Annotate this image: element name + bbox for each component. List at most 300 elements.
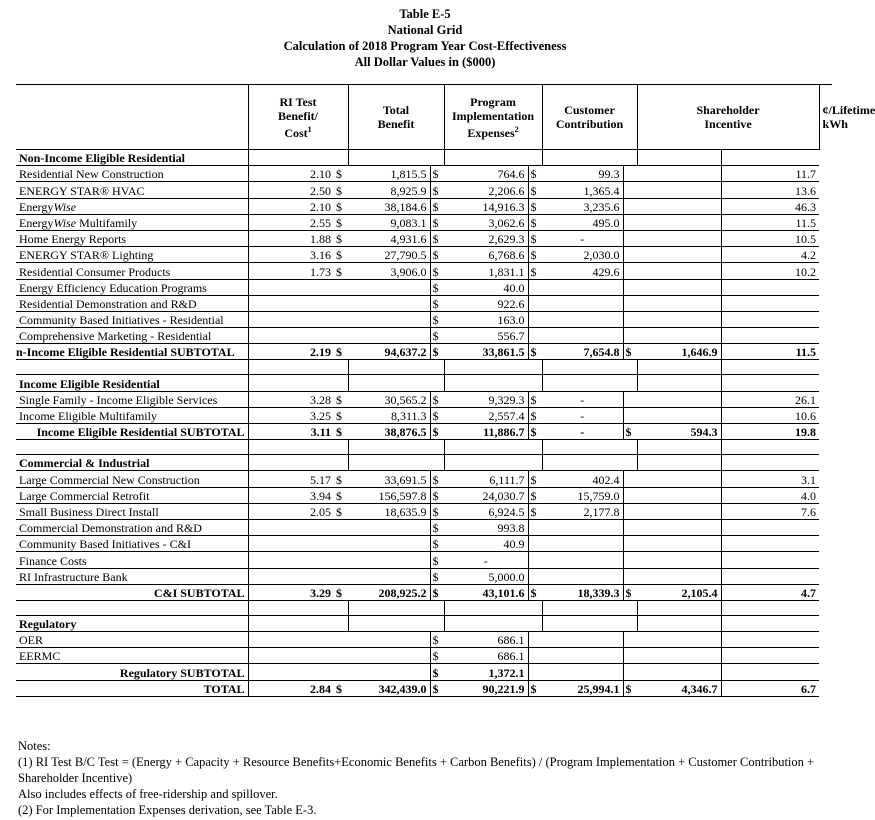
dollar-sign [528,279,542,295]
empty-cell [637,150,721,166]
dollar-sign [623,407,637,423]
spacer-cell [542,600,623,615]
implementation-expenses: - [444,552,528,568]
spacer-cell [334,600,348,615]
empty-cell [444,455,528,471]
header-program-expenses-line: Expenses [467,125,515,140]
cents-per-kwh [721,664,819,680]
customer-contribution: - [542,407,623,423]
spacer-row [16,600,832,615]
footnote-marker: 2 [514,124,519,134]
dollar-sign [623,295,637,311]
spacer-cell [542,360,623,375]
implementation-expenses: 90,221.9 [444,680,528,696]
bc-ratio: 2.10 [248,198,334,214]
dollar-sign [528,519,542,535]
customer-contribution: 495.0 [542,214,623,230]
dollar-sign [623,552,637,568]
customer-contribution [542,664,623,680]
header-blank [16,85,248,150]
header-program-expenses [444,85,542,150]
dollar-sign [334,568,348,584]
dollar-sign: $ [528,584,542,600]
empty-cell [248,455,334,471]
cents-per-kwh: 6.7 [721,680,819,696]
shareholder-incentive: 4,346.7 [637,680,721,696]
dollar-sign [623,664,637,680]
empty-cell [528,455,542,471]
implementation-expenses: 43,101.6 [444,584,528,600]
empty-cell [348,375,430,391]
bc-ratio: 2.50 [248,182,334,198]
cents-per-kwh: 3.1 [721,471,819,487]
header-shareholder-incentive [637,85,819,150]
subtotal-row [16,344,832,360]
dollar-sign [528,568,542,584]
customer-contribution [542,552,623,568]
dollar-sign [334,295,348,311]
customer-contribution: 2,177.8 [542,503,623,519]
spacer-cell [430,600,444,615]
dollar-sign: $ [528,230,542,246]
customer-contribution: 429.6 [542,263,623,279]
shareholder-incentive [637,632,721,648]
dollar-sign: $ [623,584,637,600]
customer-contribution [542,632,623,648]
spacer-cell [444,360,528,375]
dollar-sign: $ [334,503,348,519]
dollar-sign [334,648,348,664]
total-benefit: 9,083.1 [348,214,430,230]
table-row [16,295,832,311]
dollar-sign [623,519,637,535]
spacer-cell [542,440,623,455]
cents-per-kwh [721,295,819,311]
header-program-expenses-line: Program [470,94,516,109]
table-row [16,230,832,246]
header-ri-test-line: RI Test [279,94,317,109]
table-number: Table E-5 [399,7,451,21]
dollar-sign: $ [430,311,444,327]
notes-heading: Notes: [18,739,51,753]
total-benefit [348,648,430,664]
implementation-expenses: 2,206.6 [444,182,528,198]
spacer-cell [430,440,444,455]
bc-ratio [248,311,334,327]
customer-contribution: 15,759.0 [542,487,623,503]
spacer-cell [248,600,334,615]
empty-cell [542,150,623,166]
company-name: National Grid [387,23,463,37]
section-header-row [16,150,832,166]
empty-cell [721,615,819,631]
total-benefit: 342,439.0 [348,680,430,696]
dollar-sign: $ [528,214,542,230]
empty-cell [528,615,542,631]
header-shareholder-incentive-line: Shareholder [696,103,760,117]
customer-contribution: 18,339.3 [542,584,623,600]
empty-cell [348,615,430,631]
program-name: Residential New Construction [16,166,248,182]
program-name: Single Family - Income Eligible Services [16,391,248,407]
header-cents-per-kwh-line: ¢/Lifetime [822,103,875,118]
dollar-sign: $ [623,424,637,440]
implementation-expenses: 2,557.4 [444,407,528,423]
implementation-expenses: 14,916.3 [444,198,528,214]
total-benefit [348,664,430,680]
table-row [16,407,832,423]
shareholder-incentive [637,198,721,214]
spacer-row [16,440,832,455]
customer-contribution [542,311,623,327]
table-row [16,182,832,198]
shareholder-incentive [637,536,721,552]
empty-cell [637,375,721,391]
implementation-expenses: 556.7 [444,328,528,344]
shareholder-incentive [637,230,721,246]
program-name: Residential Consumer Products [16,263,248,279]
cents-per-kwh [721,279,819,295]
label-part-italic: Wise [53,215,77,230]
dollar-sign: $ [334,680,348,696]
customer-contribution [542,519,623,535]
dollar-sign: $ [430,536,444,552]
bc-ratio [248,552,334,568]
dollar-sign [528,632,542,648]
total-benefit: 27,790.5 [348,247,430,263]
dollar-sign: $ [334,407,348,423]
header-shareholder-incentive-line: Incentive [704,117,752,131]
total-benefit: 4,931.6 [348,230,430,246]
implementation-expenses: 922.6 [444,295,528,311]
total-benefit: 38,184.6 [348,198,430,214]
spacer-cell [637,440,721,455]
header-total-benefit-line: Total [382,103,410,117]
program-name: ENERGY STAR® Lighting [16,247,248,263]
dollar-sign [623,166,637,182]
spacer-cell [348,360,430,375]
dollar-sign [623,328,637,344]
shareholder-incentive [637,182,721,198]
dollar-sign [334,519,348,535]
dollar-sign: $ [430,648,444,664]
dollar-sign: $ [430,198,444,214]
total-benefit: 33,691.5 [348,471,430,487]
dollar-sign [334,279,348,295]
customer-contribution: 402.4 [542,471,623,487]
empty-cell [637,455,721,471]
cents-per-kwh: 10.2 [721,263,819,279]
subtotal-label: C&I SUBTOTAL [16,584,248,600]
shareholder-incentive [637,263,721,279]
dollar-sign: $ [528,344,542,360]
shareholder-incentive [637,311,721,327]
shareholder-incentive [637,648,721,664]
dollar-sign [528,648,542,664]
label-part-italic: Wise [53,199,77,214]
dollar-sign [528,328,542,344]
empty-cell [542,455,623,471]
dollar-sign [334,328,348,344]
cents-per-kwh: 4.0 [721,487,819,503]
customer-contribution: - [542,230,623,246]
shareholder-incentive [637,471,721,487]
program-name: EERMC [16,648,248,664]
implementation-expenses: 163.0 [444,311,528,327]
cents-per-kwh: 4.7 [721,584,819,600]
shareholder-incentive [637,519,721,535]
total-benefit [348,311,430,327]
bc-ratio: 3.29 [248,584,334,600]
section-title: Income Eligible Residential [16,375,248,391]
subtotal-row [16,584,832,600]
dollar-sign: $ [430,182,444,198]
spacer-cell [334,440,348,455]
table-row [16,166,832,182]
subtotal-label: Income Eligible Residential SUBTOTAL [16,424,248,440]
empty-cell [248,375,334,391]
spacer-cell [528,440,542,455]
table-row [16,503,832,519]
empty-cell [444,375,528,391]
table-row [16,487,832,503]
shareholder-incentive [637,407,721,423]
section-title: Non-Income Eligible Residential [16,150,248,166]
customer-contribution: - [542,424,623,440]
spacer-cell [430,360,444,375]
table-row [16,328,832,344]
dollar-sign: $ [430,424,444,440]
subtotal-label: Regulatory SUBTOTAL [16,664,248,680]
total-benefit [348,552,430,568]
dollar-sign: $ [334,471,348,487]
implementation-expenses: 11,886.7 [444,424,528,440]
dollar-sign: $ [430,664,444,680]
total-benefit: 3,906.0 [348,263,430,279]
bc-ratio [248,328,334,344]
dollar-sign: $ [623,680,637,696]
spacer-cell [248,440,334,455]
shareholder-incentive: 2,105.4 [637,584,721,600]
dollar-sign: $ [430,632,444,648]
program-name: ENERGY STAR® HVAC [16,182,248,198]
customer-contribution: - [542,391,623,407]
total-benefit [348,536,430,552]
total-benefit: 8,925.9 [348,182,430,198]
empty-cell [721,375,819,391]
total-benefit [348,295,430,311]
header-row [16,85,832,150]
bc-ratio [248,295,334,311]
cents-per-kwh: 11.5 [721,344,819,360]
dollar-sign: $ [430,391,444,407]
program-name [16,198,248,214]
cost-effectiveness-table [16,84,875,697]
dollar-sign: $ [528,391,542,407]
dollar-sign: $ [430,552,444,568]
implementation-expenses: 764.6 [444,166,528,182]
dollar-sign: $ [528,503,542,519]
spacer-cell [623,600,637,615]
implementation-expenses: 6,924.5 [444,503,528,519]
empty-cell [430,455,444,471]
dollar-sign [623,279,637,295]
empty-cell [430,615,444,631]
spacer-cell [348,440,430,455]
header-total-benefit-line: Benefit [377,117,415,131]
dollar-sign: $ [430,407,444,423]
dollar-sign [623,263,637,279]
implementation-expenses: 993.8 [444,519,528,535]
dollar-sign [623,198,637,214]
total-benefit [348,328,430,344]
cents-per-kwh: 46.3 [721,198,819,214]
cents-per-kwh: 13.6 [721,182,819,198]
empty-cell [334,455,348,471]
implementation-expenses: 686.1 [444,648,528,664]
program-name: Community Based Initiatives - C&I [16,536,248,552]
dollar-sign: $ [430,487,444,503]
dollar-sign: $ [334,391,348,407]
label-part: Energy [19,199,54,214]
cents-per-kwh [721,648,819,664]
dollar-sign [623,214,637,230]
table-row [16,471,832,487]
empty-cell [542,615,623,631]
program-name: Home Energy Reports [16,230,248,246]
bc-ratio: 2.05 [248,503,334,519]
bc-ratio: 2.19 [248,344,334,360]
empty-cell [444,615,528,631]
empty-cell [348,455,430,471]
dollar-sign: $ [430,328,444,344]
spacer-cell [444,440,528,455]
dollar-sign: $ [334,263,348,279]
program-name: Comprehensive Marketing - Residential [16,328,248,344]
customer-contribution: 3,235.6 [542,198,623,214]
section-header-row [16,455,832,471]
program-name: Residential Demonstration and R&D [16,295,248,311]
customer-contribution [542,295,623,311]
bc-ratio: 5.17 [248,471,334,487]
empty-cell [623,150,637,166]
shareholder-incentive [637,295,721,311]
dollar-sign: $ [334,198,348,214]
shareholder-incentive [637,214,721,230]
spacer-cell [623,440,637,455]
dollar-sign [623,568,637,584]
dollar-sign [334,311,348,327]
spacer-row [16,360,832,375]
implementation-expenses: 5,000.0 [444,568,528,584]
shareholder-incentive [637,552,721,568]
bc-ratio [248,648,334,664]
cents-per-kwh [721,328,819,344]
dollar-sign [334,664,348,680]
empty-cell [623,615,637,631]
empty-cell [528,375,542,391]
program-name: Large Commercial New Construction [16,471,248,487]
dollar-sign: $ [528,182,542,198]
spacer-cell [528,360,542,375]
program-name: OER [16,632,248,648]
spacer-cell [637,600,721,615]
dollar-sign: $ [528,198,542,214]
customer-contribution [542,648,623,664]
note-2: (2) For Implementation Expenses derivation, see Table E-3. [18,803,317,817]
dollar-sign: $ [334,247,348,263]
program-name: RI Infrastructure Bank [16,568,248,584]
bc-ratio [248,568,334,584]
dollar-sign [623,632,637,648]
dollar-sign: $ [430,519,444,535]
section-title: Regulatory [16,615,248,631]
dollar-sign: $ [430,279,444,295]
dollar-sign [528,295,542,311]
footnote-marker: 1 [307,124,312,134]
implementation-expenses: 1,831.1 [444,263,528,279]
shareholder-incentive [637,166,721,182]
dollar-sign: $ [528,424,542,440]
header-program-expenses-line: Implementation [452,108,534,123]
dollar-sign: $ [430,295,444,311]
program-name [16,214,248,230]
cents-per-kwh: 11.5 [721,214,819,230]
table-row [16,214,832,230]
spacer-cell [16,360,248,375]
implementation-expenses: 6,111.7 [444,471,528,487]
dollar-sign [334,632,348,648]
empty-cell [542,375,623,391]
bc-ratio: 3.25 [248,407,334,423]
customer-contribution [542,328,623,344]
dollar-sign: $ [430,471,444,487]
spacer-cell [528,600,542,615]
dollar-sign: $ [334,424,348,440]
table-subtitle: All Dollar Values in ($000) [354,55,496,69]
section-title: Commercial & Industrial [16,455,248,471]
cents-per-kwh: 7.6 [721,503,819,519]
customer-contribution: 99.3 [542,166,623,182]
dollar-sign: $ [430,584,444,600]
dollar-sign [528,536,542,552]
total-benefit: 208,925.2 [348,584,430,600]
header-customer-contribution [542,85,637,150]
empty-cell [721,455,819,471]
program-name: Small Business Direct Install [16,503,248,519]
total-benefit [348,279,430,295]
empty-cell [334,615,348,631]
header-ri-test-line: Cost [284,125,308,140]
bc-ratio: 3.28 [248,391,334,407]
label-part: Multifamily [76,215,138,230]
note-1-continued: Also includes effects of free-ridership and spillover. [18,787,278,801]
spacer-cell [721,360,819,375]
dollar-sign: $ [528,680,542,696]
dollar-sign: $ [528,407,542,423]
empty-cell [623,455,637,471]
dollar-sign: $ [528,247,542,263]
implementation-expenses: 2,629.3 [444,230,528,246]
cents-per-kwh: 10.6 [721,407,819,423]
table-row [16,519,832,535]
dollar-sign: $ [430,263,444,279]
notes [18,738,830,818]
table-row [16,552,832,568]
empty-cell [334,375,348,391]
bc-ratio: 1.88 [248,230,334,246]
shareholder-incentive: 594.3 [637,424,721,440]
